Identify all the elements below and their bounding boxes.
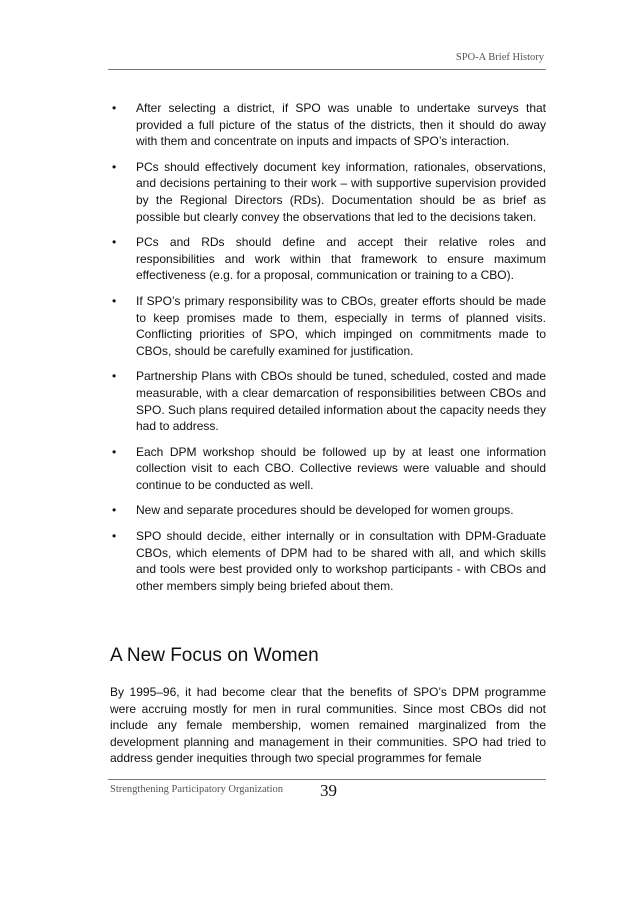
body-paragraph: By 1995–96, it had become clear that the benefits of SPO’s DPM programme were accruing mostly for men in rural communities. Since most CBOs did not include any female membership, women remained marginalized from the development planning and management in their communities. SPO had tried to address gender inequities through two special programmes for female: [110, 685, 546, 766]
list-item: [110, 444, 546, 494]
section-heading: A New Focus on Women: [110, 645, 319, 666]
bullet-icon: •: [112, 293, 117, 308]
list-item: [110, 528, 546, 594]
list-item: [110, 368, 546, 434]
header-rule: [108, 69, 546, 70]
recommendations-list: [110, 100, 546, 603]
list-item: [110, 293, 546, 359]
bullet-icon: •: [112, 101, 117, 115]
list-item-text: If SPO’s primary responsibility was to CBOs, greater efforts should be made to keep promises made to them, especially in terms of planned visits. Conflicting priorities of SPO, which impinged on commitments made to CBOs, should be carefully examined for justification.: [136, 293, 546, 358]
list-item: [110, 234, 546, 284]
list-item-text: SPO should decide, either internally or in consultation with DPM-Graduate CBOs, which elements of DPM had to be shared with all, and which skills and tools were best provided only to workshop participants - with CBOs and other members simply being briefed about them.: [136, 529, 546, 593]
bullet-icon: •: [112, 369, 117, 384]
bullet-icon: •: [112, 529, 117, 544]
bullet-icon: •: [112, 503, 117, 518]
list-item: [110, 159, 546, 225]
list-item: [110, 502, 546, 519]
list-item-text: After selecting a district, if SPO was unable to undertake surveys that provided a full picture of the status of the districts, then it should do away with them and concentrate on inputs and impacts of SPO’s interaction.: [136, 101, 546, 149]
running-header: SPO-A Brief History: [455, 52, 544, 63]
bullet-icon: •: [112, 159, 117, 174]
footer-rule: [108, 779, 546, 780]
bullet-icon: •: [112, 235, 117, 250]
list-item-text: New and separate procedures should be developed for women groups.: [136, 503, 514, 518]
footer-publication: Strengthening Participatory Organization: [110, 784, 284, 795]
list-item-text: Partnership Plans with CBOs should be tuned, scheduled, costed and made measurable, with a clear demarcation of responsibilities between CBOs and SPO. Such plans required detailed information about the capacity needs they had to address.: [136, 369, 546, 434]
list-item: [110, 100, 546, 150]
page-number: 39: [320, 781, 337, 800]
list-item-text: PCs and RDs should define and accept their relative roles and responsibilities and work within that framework to ensure maximum effectiveness (e.g. for a proposal, communication or training to a CBO).: [136, 235, 546, 283]
bullet-icon: •: [112, 444, 117, 459]
list-item-text: Each DPM workshop should be followed up by at least one information collection visit to each CBO. Collective reviews were valuable and should continue to be conducted as well.: [136, 444, 546, 492]
list-item-text: PCs should effectively document key information, rationales, observations, and decisions pertaining to their work – with supportive supervision provided by the Regional Directors (RDs). Documentation should be as brief as possible but clearly convey the observations that led to the decisions taken.: [136, 159, 546, 224]
